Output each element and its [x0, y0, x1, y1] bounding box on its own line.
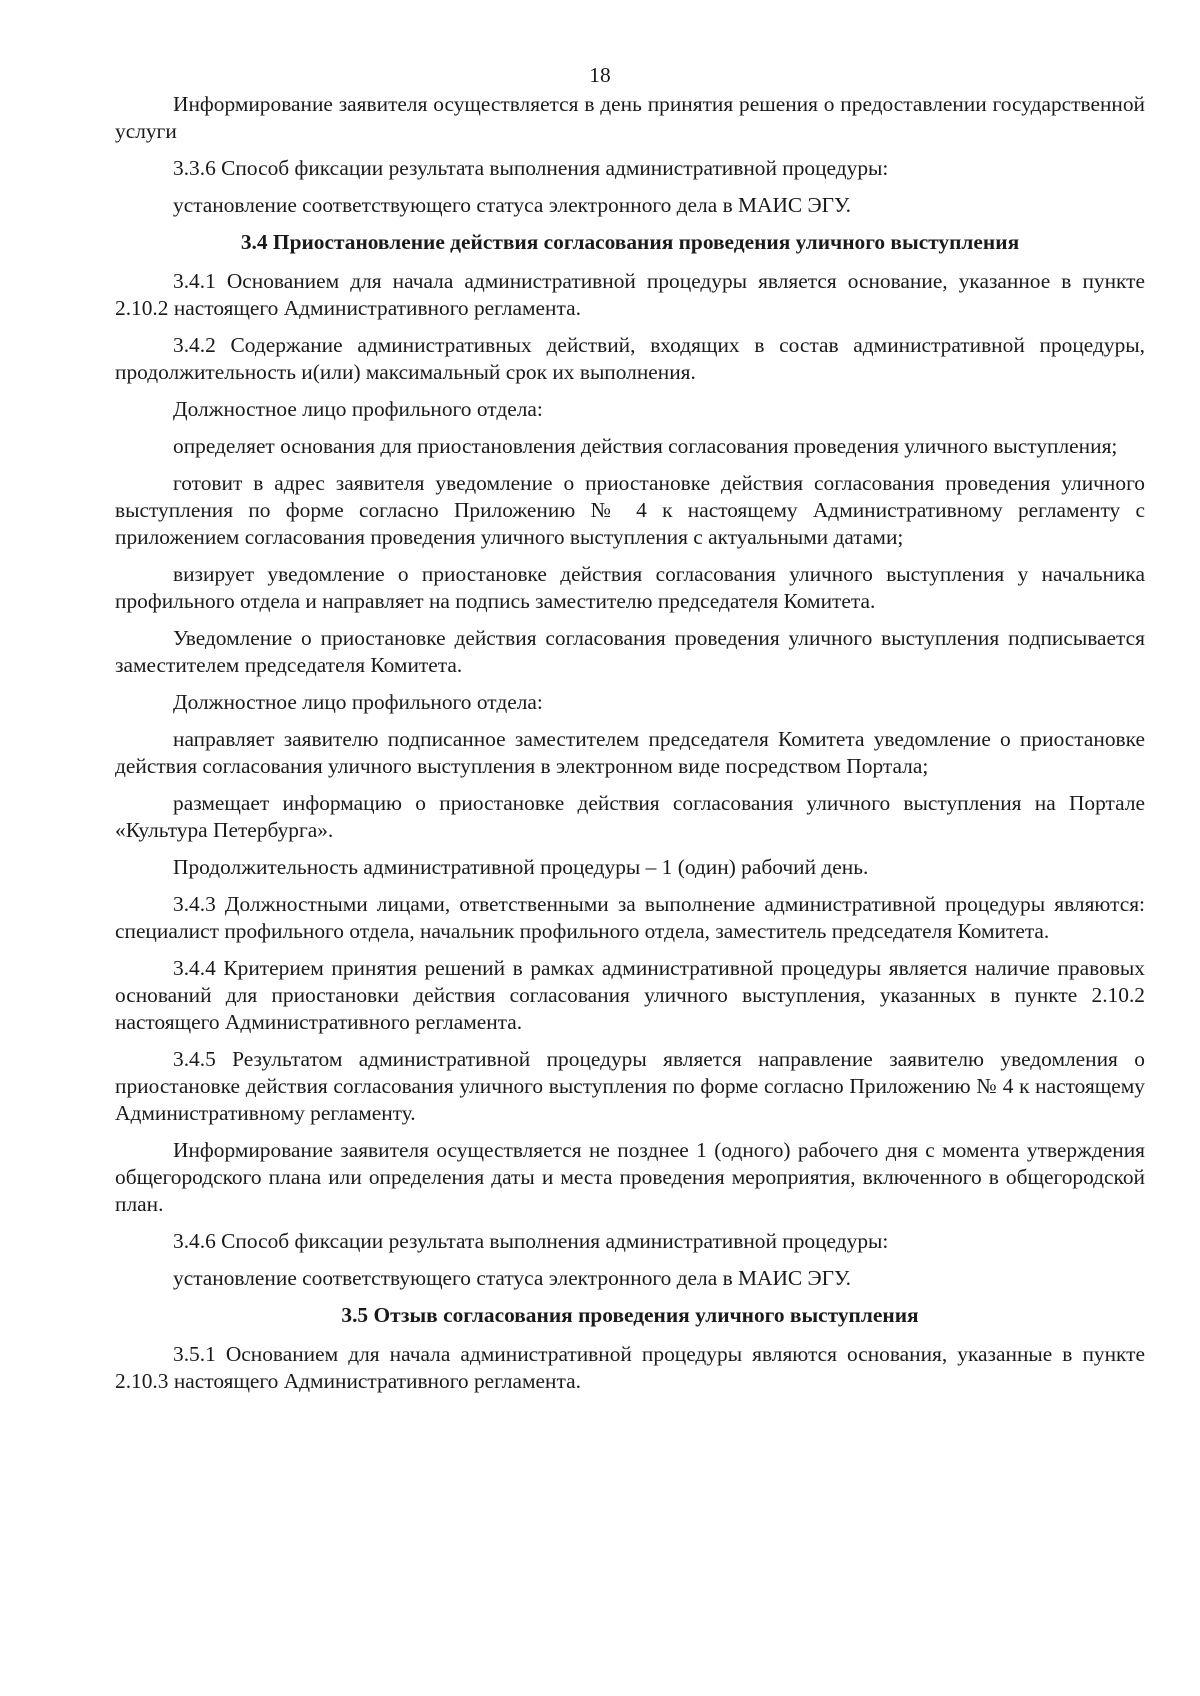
document-body [115, 91, 1145, 1405]
paragraph-3-4-4: 3.4.4 Критерием принятия решений в рамках административной процедуры является наличие правовых оснований для приостановки действия согласования уличного выступления, указанных в пункте 2.10.2 настоящего Административного регламента. [115, 956, 1145, 1034]
paragraph-notice-signed: Уведомление о приостановке действия согласования проведения уличного выступления подписывается заместителем председателя Комитета. [115, 626, 1145, 677]
paragraph-informing-deadline: Информирование заявителя осуществляется не позднее 1 (одного) рабочего дня с момента утверждения общегородского плана или определения даты и места проведения мероприятия, включенного в общегородской план. [115, 1138, 1145, 1216]
paragraph-status-setting: установление соответствующего статуса электронного дела в МАИС ЭГУ. [173, 193, 852, 217]
paragraph-sends-notice: направляет заявителю подписанное заместителем председателя Комитета уведомление о приостановке действия согласования уличного выступления в электронном виде посредством Портала; [115, 727, 1145, 778]
paragraph-publishes-info: размещает информацию о приостановке действия согласования уличного выступления на Портале «Культура Петербурга». [115, 791, 1145, 842]
paragraph-3-3-6: 3.3.6 Способ фиксации результата выполнения административной процедуры: [173, 156, 889, 180]
section-heading-3-4: 3.4 Приостановление действия согласования проведения уличного выступления [240, 230, 1020, 254]
paragraph-3-5-1: 3.5.1 Основанием для начала административной процедуры являются основания, указанные в пункте 2.10.3 настоящего Административного регламента. [115, 1342, 1145, 1393]
paragraph-prepares-notice: готовит в адрес заявителя уведомление о приостановке действия согласования проведения уличного выступления по форме согласно Приложению № 4 к настоящему Административному регламенту с приложением согласования проведения уличного выступления с актуальными датами; [115, 471, 1145, 549]
paragraph-3-4-3: 3.4.3 Должностными лицами, ответственными за выполнение административной процедуры являются: специалист профильного отдела, начальник профильного отдела, заместитель председателя Комитета. [115, 892, 1145, 943]
paragraph-official-2: Должностное лицо профильного отдела: [173, 690, 543, 714]
paragraph-status-setting-2: установление соответствующего статуса электронного дела в МАИС ЭГУ. [173, 1266, 852, 1290]
paragraph-official-1: Должностное лицо профильного отдела: [173, 397, 543, 421]
paragraph-3-4-2: 3.4.2 Содержание административных действий, входящих в состав административной процедуры, продолжительность и(или) максимальный срок их выполнения. [115, 333, 1145, 384]
section-heading-3-5: 3.5 Отзыв согласования проведения уличного выступления [341, 1303, 919, 1327]
paragraph-informing-day-of-decision: Информирование заявителя осуществляется в день принятия решения о предоставлении государственной услуги [115, 92, 1145, 143]
paragraph-3-4-6: 3.4.6 Способ фиксации результата выполнения административной процедуры: [173, 1229, 889, 1253]
paragraph-duration: Продолжительность административной процедуры – 1 (один) рабочий день. [173, 855, 869, 879]
paragraph-3-4-5: 3.4.5 Результатом административной процедуры является направление заявителю уведомления о приостановке действия согласования уличного выступления по форме согласно Приложению № 4 к настоящему Административному регламенту. [115, 1047, 1145, 1125]
paragraph-determines-grounds: определяет основания для приостановления действия согласования проведения уличного выступления; [173, 434, 1118, 458]
paragraph-3-4-1: 3.4.1 Основанием для начала административной процедуры является основание, указанное в пункте 2.10.2 настоящего Административного регламента. [115, 269, 1145, 320]
paragraph-endorses-notice: визирует уведомление о приостановке действия согласования уличного выступления у начальника профильного отдела и направляет на подпись заместителю председателя Комитета. [115, 562, 1145, 613]
page-number: 18 [589, 63, 611, 87]
